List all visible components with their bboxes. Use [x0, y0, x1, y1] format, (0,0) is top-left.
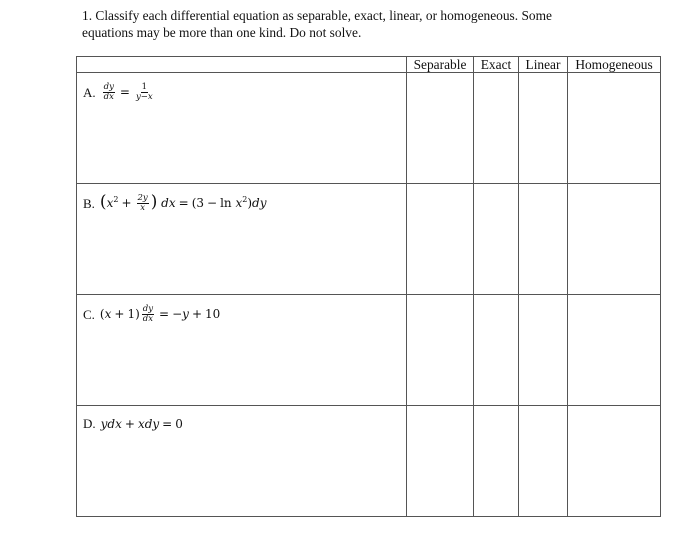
instructions-line-2: equations may be more than one kind. Do not solve. [82, 24, 362, 40]
column-header-homogeneous: Homogeneous [568, 57, 661, 73]
checkbox-b-separable[interactable] [407, 184, 474, 295]
checkbox-a-separable[interactable] [407, 73, 474, 184]
checkbox-c-homogeneous[interactable] [568, 295, 661, 406]
equation-label-c: C. [83, 306, 95, 322]
equation-c [77, 295, 406, 324]
equation-label-d: D. [83, 416, 96, 431]
equation-c-math: (x + 1) $\frac{dy}{dx}$ = −y + 10 [99, 304, 221, 324]
equation-b-math: ($x^2$ + $\frac{2y}{x}$ ) dx = $(3 - \ln x^2)dy$ [99, 192, 267, 213]
equation-cell-a [77, 73, 407, 184]
checkbox-a-homogeneous[interactable] [568, 73, 661, 184]
checkbox-d-homogeneous[interactable] [568, 406, 661, 517]
header-row [77, 57, 661, 73]
equation-cell-c [77, 295, 407, 406]
column-header-separable: Separable [407, 57, 474, 73]
checkbox-c-exact[interactable] [474, 295, 519, 406]
equation-b [77, 184, 406, 213]
equation-label-a: A. [83, 84, 96, 100]
equation-cell-d [77, 406, 407, 517]
checkbox-b-homogeneous[interactable] [568, 184, 661, 295]
equation-row-c [77, 295, 661, 406]
checkbox-a-linear[interactable] [519, 73, 568, 184]
column-header-linear: Linear [519, 57, 568, 73]
equation-row-b [77, 184, 661, 295]
checkbox-b-linear[interactable] [519, 184, 568, 295]
checkbox-b-exact[interactable] [474, 184, 519, 295]
equation-a-math: $\frac{dy}{dx}$ = $\frac{1}{y-x}$ [103, 82, 153, 102]
equation-cell-b [77, 184, 407, 295]
equation-d-math: ydx + xdy = 0 [100, 417, 183, 431]
checkbox-d-exact[interactable] [474, 406, 519, 517]
checkbox-c-separable[interactable] [407, 295, 474, 406]
equation-label-b: B. [83, 195, 95, 211]
column-header-exact: Exact [474, 57, 519, 73]
equation-d [77, 406, 406, 432]
header-blank-cell [77, 57, 407, 73]
classification-table [76, 56, 661, 517]
equation-row-a [77, 73, 661, 184]
checkbox-d-linear[interactable] [519, 406, 568, 517]
instructions [82, 8, 602, 41]
checkbox-a-exact[interactable] [474, 73, 519, 184]
equation-row-d [77, 406, 661, 517]
equation-a [77, 73, 406, 102]
checkbox-d-separable[interactable] [407, 406, 474, 517]
instructions-line-1: 1. Classify each differential equation as separable, exact, linear, or homogeneous. Some [82, 8, 552, 23]
checkbox-c-linear[interactable] [519, 295, 568, 406]
